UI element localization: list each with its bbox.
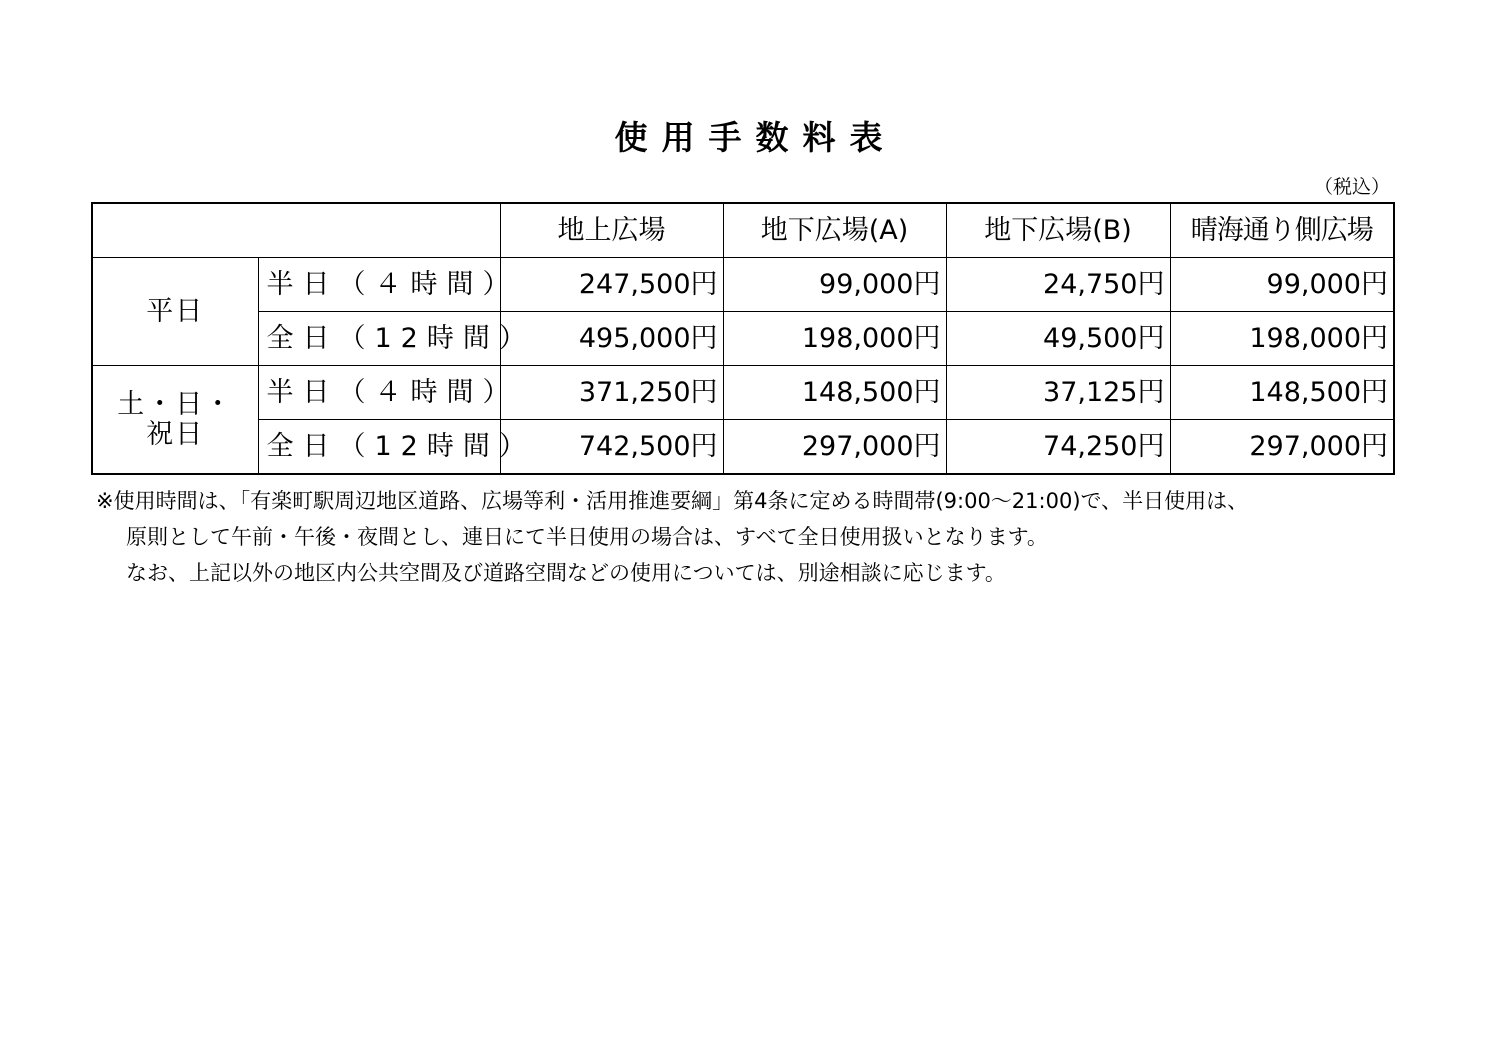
table-row [92, 312, 1394, 366]
price-cell: 297,000円 [723, 420, 946, 475]
column-header-underground-plaza-b: 地下広場(B) [946, 203, 1170, 258]
price-cell: 148,500円 [1170, 366, 1394, 420]
column-header-ground-plaza: 地上広場 [500, 203, 723, 258]
price-cell: 371,250円 [500, 366, 723, 420]
price-cell: 148,500円 [723, 366, 946, 420]
header-blank-cell [92, 203, 500, 258]
price-cell: 297,000円 [1170, 420, 1394, 475]
day-group-label-line2: 祝日 [146, 418, 205, 450]
table-row [92, 258, 1394, 312]
usage-notes [96, 483, 1248, 591]
note-line: 原則として午前・午後・夜間とし、連日にて半日使用の場合は、すべて全日使用扱いとなります。 [126, 525, 1048, 549]
column-header-harumi-dori-plaza: 晴海通り側広場 [1170, 203, 1394, 258]
duration-label: 全日（12時間） [258, 420, 500, 475]
table-row [92, 366, 1394, 420]
day-group-weekend-holiday [92, 366, 258, 475]
note-line: なお、上記以外の地区内公共空間及び道路空間などの使用については、別途相談に応じます。 [126, 561, 1006, 585]
duration-label: 全日（12時間） [258, 312, 500, 366]
day-group-label-line1: 土・日・ [117, 388, 234, 420]
duration-label: 半日（４時間） [258, 366, 500, 420]
price-cell: 24,750円 [946, 258, 1170, 312]
fee-table [91, 202, 1395, 475]
price-cell: 198,000円 [723, 312, 946, 366]
price-cell: 99,000円 [723, 258, 946, 312]
column-header-underground-plaza-a: 地下広場(A) [723, 203, 946, 258]
page-title: 使用手数料表 [614, 118, 897, 157]
price-cell: 37,125円 [946, 366, 1170, 420]
price-cell: 99,000円 [1170, 258, 1394, 312]
price-cell: 247,500円 [500, 258, 723, 312]
note-line: ※使用時間は、「有楽町駅周辺地区道路、広場等利・活用推進要綱」第4条に定める時間帯(9:00〜21:00)で、半日使用は、 [96, 489, 1249, 513]
price-cell: 49,500円 [946, 312, 1170, 366]
tax-included-note: （税込） [1313, 176, 1390, 198]
price-cell: 198,000円 [1170, 312, 1394, 366]
price-cell: 74,250円 [946, 420, 1170, 475]
price-cell: 742,500円 [500, 420, 723, 475]
day-group-weekday [92, 258, 258, 366]
table-header-row [92, 203, 1394, 258]
duration-label: 半日（４時間） [258, 258, 500, 312]
price-cell: 495,000円 [500, 312, 723, 366]
day-group-label: 平日 [146, 295, 205, 327]
table-row [92, 420, 1394, 475]
